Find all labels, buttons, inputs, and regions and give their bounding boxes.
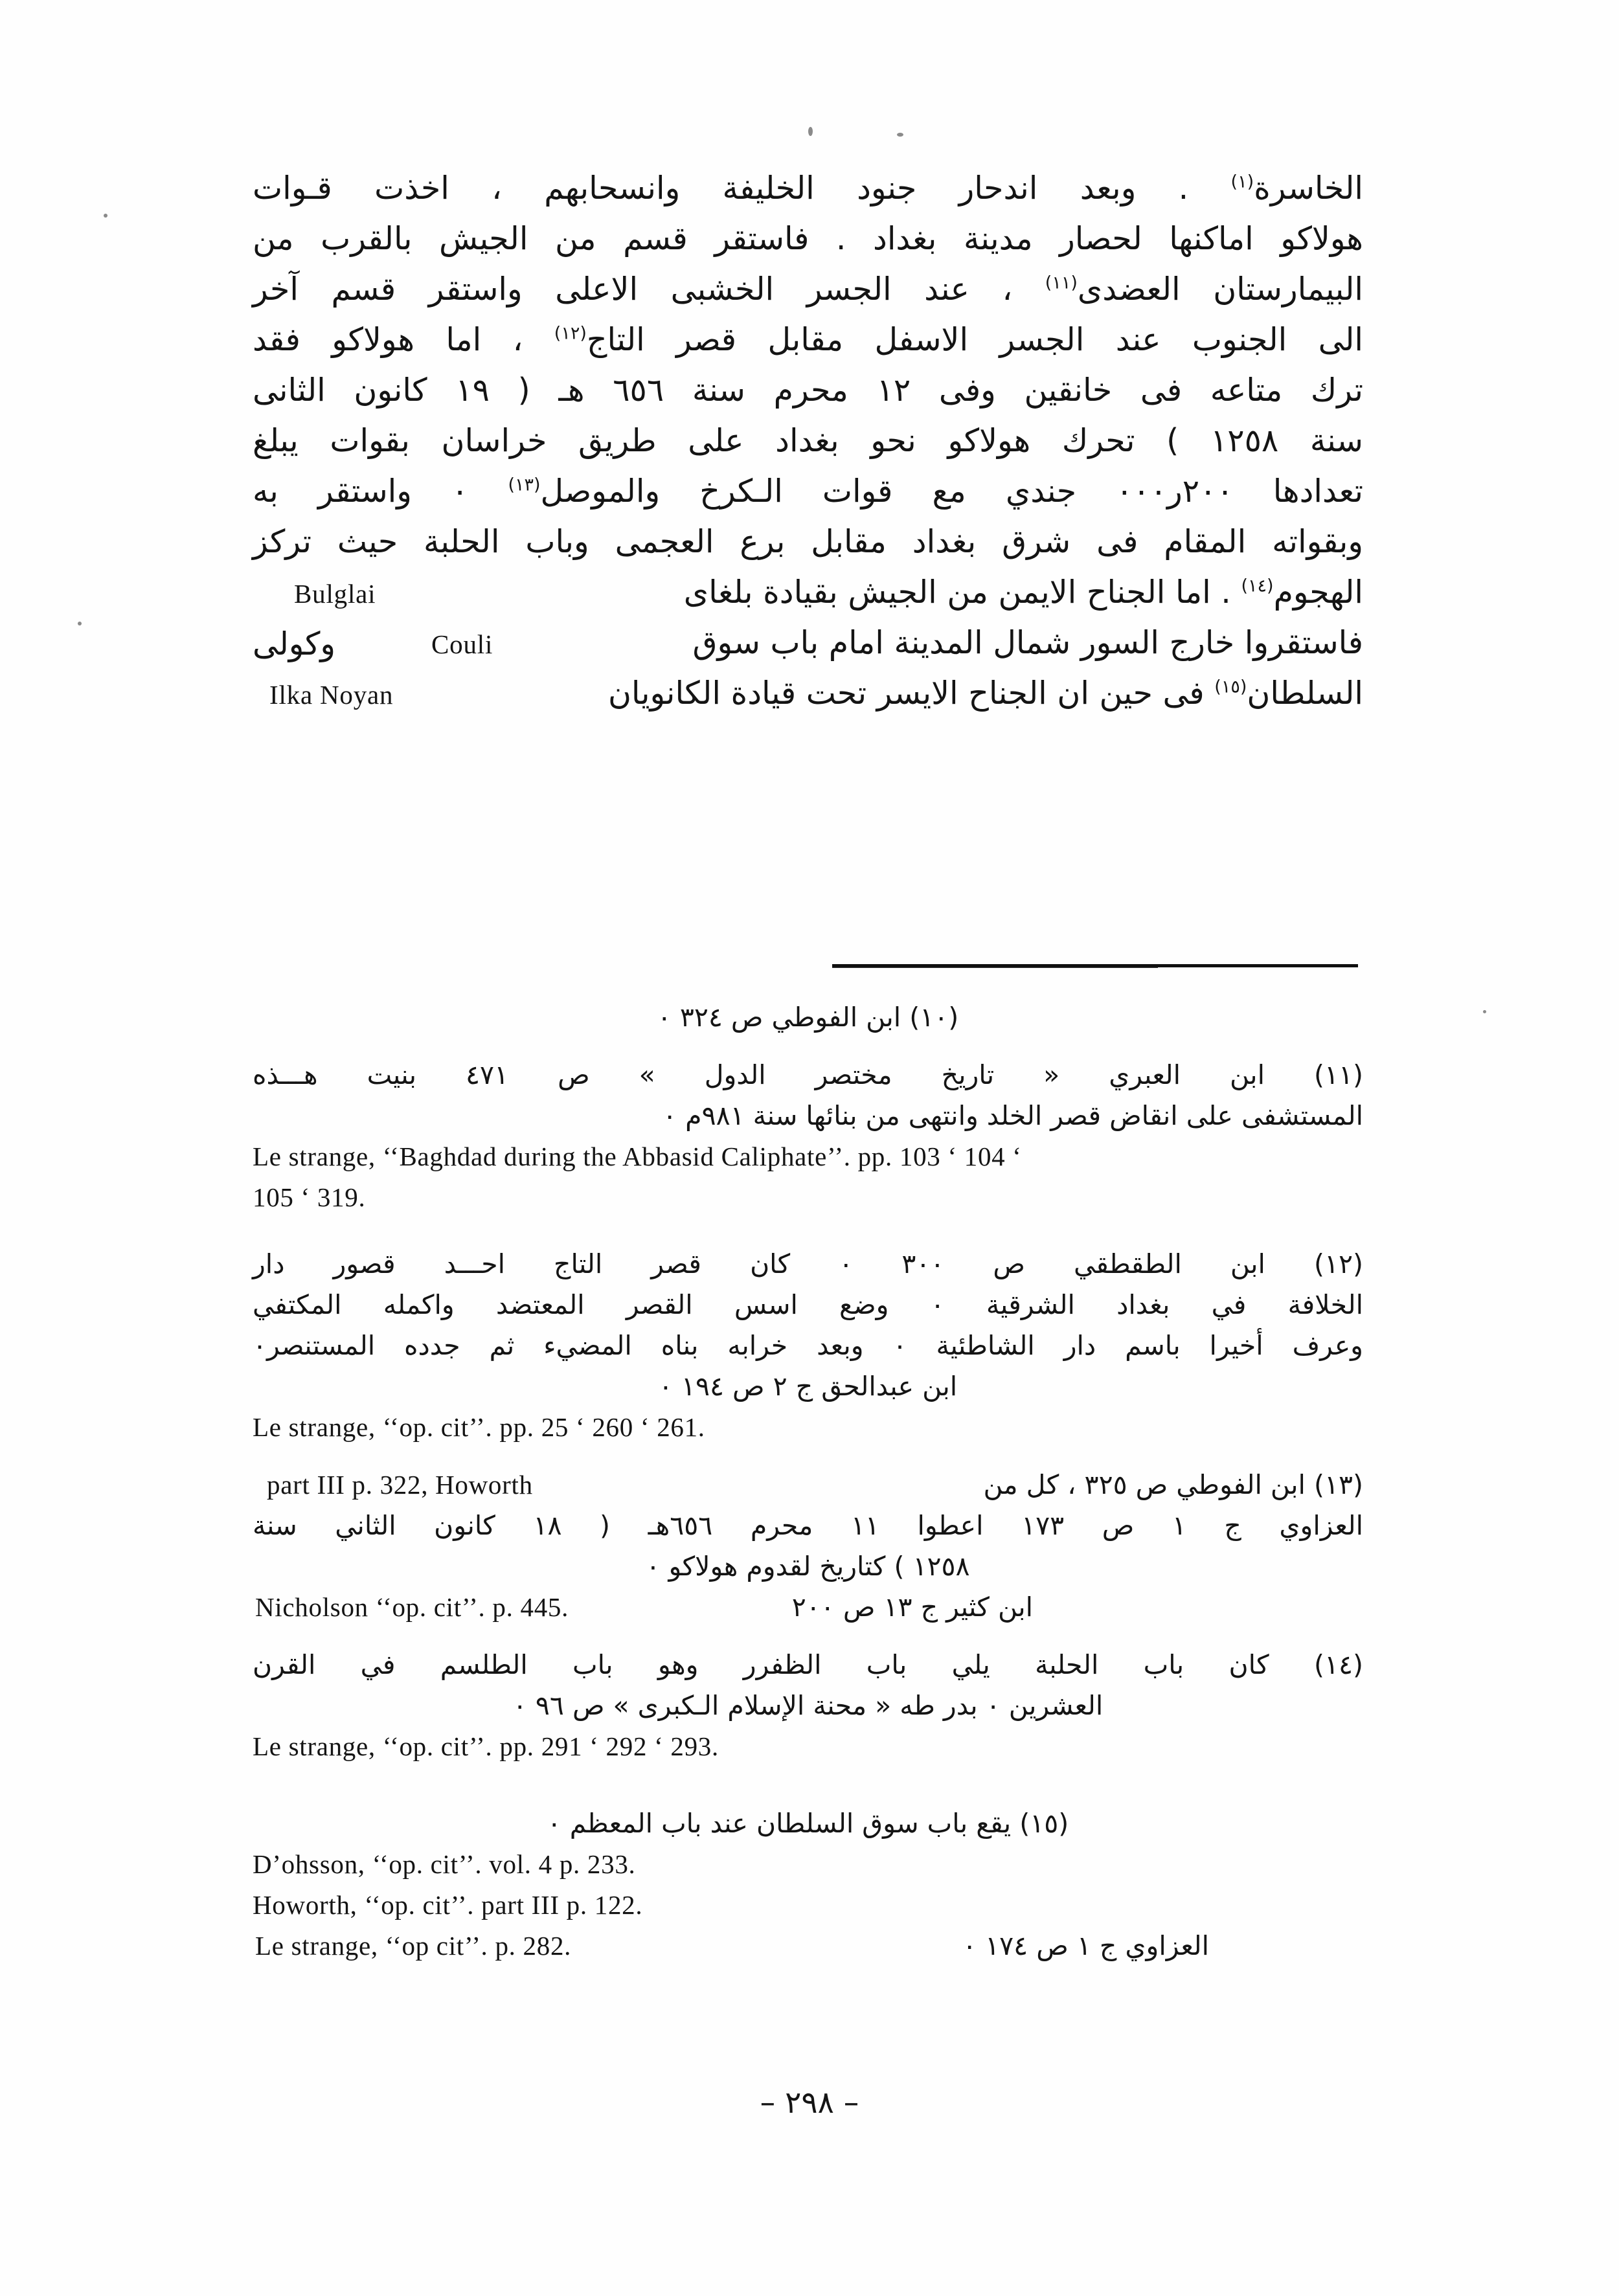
footnote-ref: (١١): [1045, 273, 1078, 293]
body-line-prefix: الهجوم: [1273, 574, 1363, 611]
footnote-line: (١٥) يقع باب سوق السلطان عند باب المعظم ٠: [547, 1808, 1069, 1839]
latin-name-bulglai: Bulglai: [294, 579, 376, 609]
body-line: [253, 416, 1363, 466]
body-line: [253, 365, 1363, 416]
footnote-line: (١٤) كان باب الحلبة يلي باب الظفرر وهو باب الطلسم في القرن: [253, 1649, 1363, 1680]
body-line-text: وبقواته المقام فى شرق بغداد مقابل برع العجمى وباب الحلبة حيث تركز: [253, 523, 1363, 560]
footnote-ref: (١٥): [1214, 677, 1247, 697]
footnote-11: [253, 1055, 1363, 1218]
footnote-13: [253, 1465, 1363, 1628]
footnote-15: [253, 1803, 1363, 1966]
body-line-text: الى الجنوب عند الجسر الاسفل مقابل قصر التاج: [586, 321, 1363, 358]
footnote-line: (١٠) ابن الفوطي ص ٣٢٤ ٠: [657, 1002, 959, 1033]
footnote-separator-rule: [832, 964, 1358, 967]
body-line-arabic: [693, 618, 1363, 668]
footnote-line: المستشفى على انقاض قصر الخلد وانتهى من بنائها سنة ٩٨١م ٠: [662, 1100, 1363, 1131]
body-line-text: ترك متاعه فى خانقين وفى ١٢ محرم سنة ٦٥٦ هـ ( ١٩ كانون الثانى: [253, 372, 1363, 409]
scan-speck: [78, 622, 82, 625]
body-text: [253, 163, 1363, 719]
footnote-line: (١١) ابن العبري « تاريخ مختصر الدول » ص ٤٧١ بنيت هـــذه: [253, 1059, 1363, 1090]
body-line-prefix-couli: [253, 618, 335, 672]
body-line-arabic: [684, 567, 1363, 618]
body-line-tail: فى حين ان الجناح الايسر تحت قيادة الكانويان: [607, 675, 1215, 712]
footnote-line: (١٢) ابن الطقطقي ص ٣٠٠ ٠ كان قصر التاج احـــد قصور دار: [253, 1248, 1363, 1279]
latin-name-ilka-noyan: Ilka Noyan: [269, 680, 394, 710]
footnote-12: [253, 1244, 1363, 1448]
footnote-10: [253, 997, 1363, 1038]
footnote-ref: (١٣): [508, 475, 541, 495]
body-line-with-name: [253, 567, 1363, 618]
body-line-text: سنة ١٢٥٨ ) تحرك هولاكو نحو بغداد على طريق خراسان بقوات يبلغ: [253, 422, 1363, 459]
body-line-text: الخاسرة: [1254, 170, 1363, 207]
footnote-citation: Le strange, ‘‘Baghdad during the Abbasid Caliphate’’. pp. 103 ‘ 104 ‘: [253, 1142, 1022, 1171]
footnote-citation: Le strange, ‘‘op. cit’’. pp. 25 ‘ 260 ‘ 261.: [253, 1412, 705, 1442]
footnote-ref: (١): [1230, 172, 1254, 192]
footnote-14: [253, 1645, 1363, 1767]
footnote-line-arabic: (١٣) ابن الفوطي ص ٣٢٥ ، كل من: [983, 1469, 1363, 1500]
body-line-tail: ٠ واستقر به: [253, 473, 508, 510]
footnote-citation-nicholson: Nicholson ‘‘op. cit’’. p. 445.: [255, 1592, 569, 1622]
footnote-citation-lestrange: Le strange, ‘‘op cit’’. p. 282.: [255, 1931, 572, 1961]
body-line-tail: ، عند الجسر الخشبى الاعلى واستقر قسم آخر: [253, 271, 1045, 308]
body-line: [253, 315, 1363, 365]
body-line-tail: . وبعد اندحار جنود الخليفة وانسحابهم ، اخذت قـوات: [253, 170, 1231, 207]
scan-speck: [104, 214, 108, 218]
body-line: [253, 466, 1363, 517]
footnote-line: ١٢٥٨ ) كتاريخ لقدوم هولاكو ٠: [646, 1551, 970, 1582]
body-line-text: البيمارستان العضدى: [1077, 271, 1363, 308]
page-number: – ٢٩٨ –: [760, 2085, 859, 2121]
footnote-line: ابن عبدالحق ج ٢ ص ١٩٤ ٠: [658, 1371, 958, 1402]
body-line: [253, 517, 1363, 567]
latin-name-couli: Couli: [431, 629, 493, 659]
footnote-line-arabic: العزاوي ج ١ ص ١٧٤ ٠: [962, 1930, 1209, 1961]
footnote-citation: 105 ‘ 319.: [253, 1182, 366, 1212]
footnote-line: الخلافة في بغداد الشرقية ٠ وضع اسس القصر المعتضد واكمله المكتفي: [253, 1289, 1363, 1320]
footnote-citation-howorth: part III p. 322, Howorth: [267, 1470, 533, 1500]
scan-speck: [897, 133, 903, 137]
body-line-tail: فاستقروا خارج السور شمال المدينة امام باب سوق: [692, 624, 1363, 661]
footnote-ref: (١٢): [554, 323, 587, 344]
footnote-ref: (١٤): [1241, 576, 1274, 596]
footnote-line: العزاوي ج ١ ص ١٧٣ اعطوا ١١ محرم ٦٥٦هـ ( ١٨ كانون الثاني سنة: [253, 1510, 1364, 1541]
footnote-line-mixed: [253, 1465, 1363, 1505]
footnote-line-mixed: [253, 1926, 1363, 1966]
footnote-line: وعرف أخيرا باسم دار الشاطئية ٠ وبعد خرابه بناه المضيء ثم جدده المستنصر٠: [253, 1330, 1363, 1361]
body-line-prefix: السلطان: [1247, 675, 1363, 712]
body-line-with-name: [253, 668, 1363, 719]
body-line: [253, 264, 1363, 315]
footnote-citation: Le strange, ‘‘op. cit’’. pp. 291 ‘ 292 ‘ 293.: [253, 1731, 719, 1761]
footnotes-section: [253, 997, 1363, 1973]
body-line: [253, 163, 1363, 214]
body-line-text: تعدادها ٢٠٠ر٠٠٠ جندي مع قوات الـكرخ والموصل: [540, 473, 1363, 510]
body-line-tail: ، اما هولاكو فقد: [253, 321, 554, 358]
body-line-tail: . اما الجناح الايمن من الجيش بقيادة بلغاى: [683, 574, 1241, 611]
footnote-citation: D’ohsson, ‘‘op. cit’’. vol. 4 p. 233.: [253, 1849, 636, 1879]
body-line-text: هولاكو اماكنها لحصار مدينة بغداد . فاستقر قسم من الجيش بالقرب من: [253, 220, 1363, 257]
scan-speck: [1483, 1010, 1486, 1013]
body-line-with-name: [253, 618, 1363, 668]
body-line-arabic: [608, 668, 1363, 719]
body-line-prefix: وكولى: [253, 625, 336, 662]
scan-speck: [808, 127, 813, 136]
footnote-citation: Howorth, ‘‘op. cit’’. part III p. 122.: [253, 1890, 643, 1920]
footnote-line-mixed: [253, 1587, 1363, 1628]
footnote-line: العشرين ٠ بدر طه « محنة الإسلام الـكبرى » ص ٩٦ ٠: [512, 1690, 1104, 1721]
footnote-line-arabic: ابن كثير ج ١٣ ص ٢٠٠: [791, 1592, 1033, 1623]
body-line: [253, 214, 1363, 264]
